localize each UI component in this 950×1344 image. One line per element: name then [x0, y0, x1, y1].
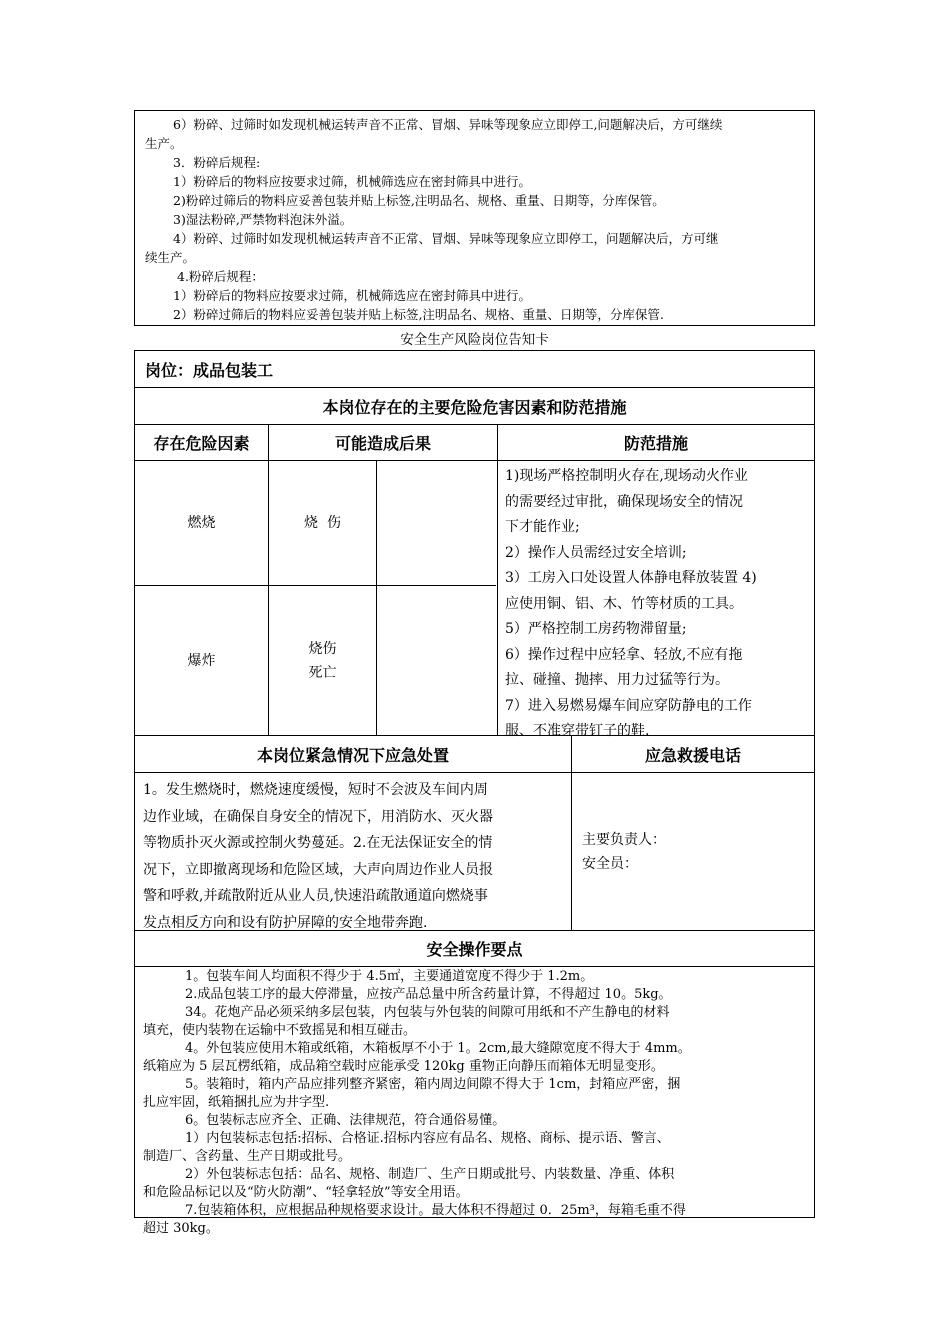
column-header-consequence: 可能造成后果	[334, 434, 431, 453]
rule-line: 4.粉碎后规程：	[177, 269, 264, 284]
consequence-line: 烧伤	[308, 640, 337, 657]
ops-line: 6。包装标志应齐全、正确、法律规范，符合通俗易懂。	[185, 1113, 506, 1128]
rule-line: 3)湿法粉碎,严禁物料泡沫外溢。	[173, 212, 353, 227]
measure-line: 5）严格控制工房药物滞留量;	[505, 621, 687, 637]
risk-factor: 爆炸	[187, 652, 216, 669]
rule-line: 1）粉碎后的物料应按要求过筛，机械筛选应在密封筛具中进行。	[173, 288, 531, 303]
measure-line: 服、不准穿带钉子的鞋.	[505, 723, 650, 739]
ops-line: 制造厂、含药量、生产日期或批号。	[143, 1149, 352, 1164]
risk-consequence	[269, 586, 376, 735]
risk-consequence	[269, 461, 376, 585]
ops-line: 5。装箱时，箱内产品应排列整齐紧密，箱内周边间隙不得大于 1cm，封箱应严密，捆	[185, 1077, 681, 1092]
ops-line: 1）内包装标志包括:招标、合格证.招标内容应有品名、规格、商标、提示语、警言、	[185, 1131, 670, 1146]
safe-operation-points	[135, 968, 814, 1236]
measure-line: 2）操作人员需经过安全培训;	[505, 544, 687, 561]
measure-line: 应使用铜、铝、木、竹等材质的工具。	[505, 595, 743, 612]
post-title: 岗位：成品包装工	[145, 360, 274, 380]
rule-line: 2)粉碎过筛后的物料应妥善包装并贴上标签,注明品名、规格、重量、日期等，分库保管。	[173, 193, 665, 208]
ops-heading: 安全操作要点	[426, 940, 523, 959]
risk-factor: 燃烧	[187, 515, 216, 531]
consequence-line: 烧 伤	[304, 515, 341, 531]
measure-line: 3）工房入口处设置人体静电释放装置 4)	[505, 570, 757, 586]
measure-line: 1)现场严格控制明火存在,现场动火作业	[505, 468, 748, 484]
rescue-phone-heading: 应急救援电话	[644, 745, 741, 765]
emergency-procedure	[135, 773, 571, 930]
ops-line: 纸箱应为 5 层瓦楞纸箱，成品箱空载时应能承受 120kg 重物正向静压而箱体无明显变形。	[143, 1059, 664, 1074]
measure-line: 7）进入易燃易爆车间应穿防静电的工作	[505, 697, 752, 714]
rule-line: 6）粉碎、过筛时如发现机械运转声音不正常、冒烟、异味等现象应立即停工,问题解决后，方可继续	[173, 117, 723, 132]
measure-line: 的需要经过审批，确保现场安全的情况	[505, 493, 743, 510]
emergency-line: 1。发生燃烧时，燃烧速度缓慢，短时不会波及车间内周	[143, 782, 488, 798]
rule-line: 生产。	[145, 136, 183, 151]
measure-line: 6）操作过程中应轻拿、轻放,不应有拖	[505, 646, 743, 663]
rule-line: 4）粉碎、过筛时如发现机械运转声音不正常、冒烟、异味等现象应立即停工，问题解决后，方可继	[173, 231, 719, 246]
hazard-heading: 本岗位存在的主要危险危害因素和防范措施	[322, 397, 627, 417]
column-header-factor: 存在危险因素	[153, 434, 250, 453]
emergency-line: 等物质扑灭火源或控制火势蔓延。2.在无法保证安全的情	[143, 835, 493, 851]
rule-line: 3．粉碎后规程:	[173, 155, 261, 170]
process-rules-box	[134, 110, 815, 326]
rule-line: 1）粉碎后的物料应按要求过筛，机械筛选应在密封筛具中进行。	[173, 174, 531, 189]
ops-line: 填充，使内装物在运输中不致摇晃和相互碰击。	[143, 1023, 417, 1038]
ops-line: 和危险品标记以及“防火防潮”、“轻拿轻放”等安全用语。	[143, 1185, 469, 1200]
measure-line: 下才能作业;	[505, 519, 580, 535]
ops-line: 扎应牢固，纸箱捆扎应为井字型.	[143, 1095, 330, 1110]
consequence-line: 死亡	[308, 664, 337, 681]
emergency-line: 边作业域，在确保自身安全的情况下，用消防水、灭火器	[143, 808, 493, 825]
ops-line: 34。花炮产品必须采纳多层包装，内包装与外包装的间隙可用纸和不产生静电的材料	[185, 1005, 670, 1020]
emergency-line: 发点相反方向和设有防护屏障的安全地带奔跑.	[143, 914, 428, 931]
column-header-measures: 防范措施	[623, 434, 688, 453]
risk-notification-card	[134, 350, 815, 1236]
contact-safety-officer: 安全员：	[582, 855, 638, 872]
ops-line: 7.包装箱体积，应根据品种规格要求设计。最大体积不得超过 0．25m³，每箱毛重不得	[185, 1203, 686, 1218]
contact-main-responsible: 主要负责人：	[582, 831, 666, 848]
ops-line: 2）外包装标志包括：品名、规格、制造厂、生产日期或批号、内装数量、净重、体积	[185, 1167, 675, 1182]
card-caption: 安全生产风险岗位告知卡	[400, 332, 549, 348]
rescue-contacts	[572, 773, 814, 930]
ops-line: 4。外包装应使用木箱或纸箱，木箱板厚不小于 1。2cm,最大缝隙宽度不得大于 4mm。	[185, 1041, 691, 1056]
rule-line: 续生产。	[145, 250, 196, 265]
ops-line: 1。包装车间人均面积不得少于 4.5㎡，主要通道宽度不得少于 1.2m。	[185, 969, 594, 984]
prevention-measures	[498, 461, 814, 739]
ops-line: 2.成品包装工序的最大停滞量，应按产品总量中所含药量计算，不得超过 10。5kg。	[185, 987, 672, 1002]
emergency-line: 况下，立即撤离现场和危险区域，大声向周边作业人员报	[143, 861, 493, 878]
rule-line: 2）粉碎过筛后的物料应妥善包装并贴上标签,注明品名、规格、重量、日期等，分库保管.	[173, 307, 664, 322]
emergency-line: 警和呼救,并疏散附近从业人员,快速沿疏散通道向燃烧事	[143, 888, 488, 904]
emergency-heading: 本岗位紧急情况下应急处置	[256, 745, 449, 765]
ops-line: 超过 30kg。	[143, 1221, 219, 1236]
measure-line: 拉、碰撞、抛摔、用力过猛等行为。	[505, 672, 729, 688]
